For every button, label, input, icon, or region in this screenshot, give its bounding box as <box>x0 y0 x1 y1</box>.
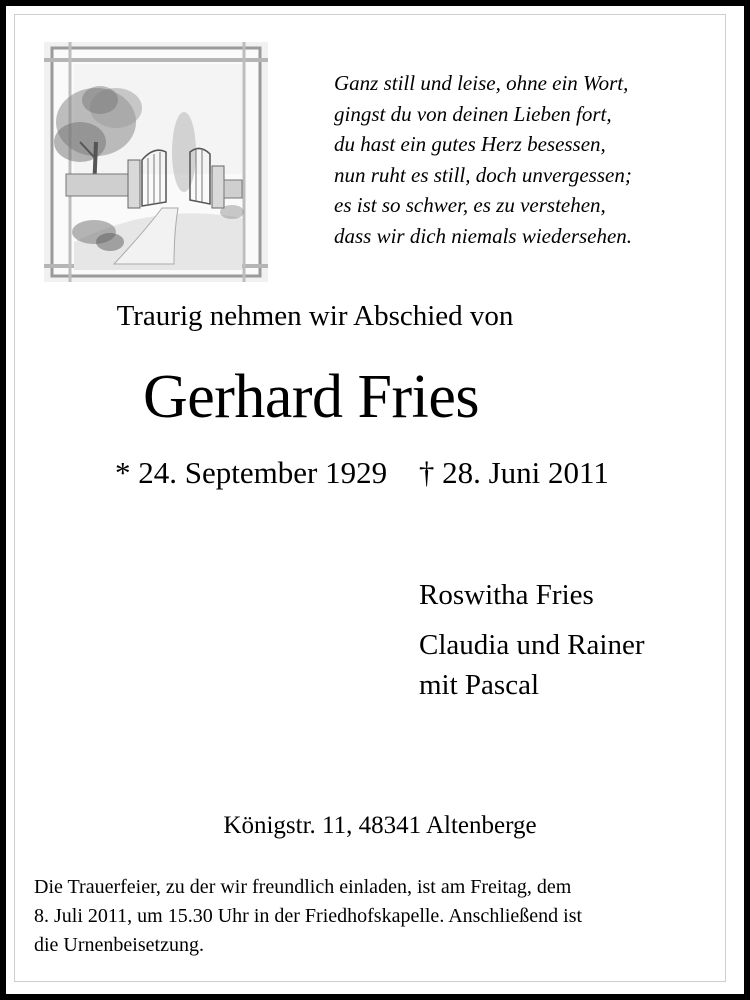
intro-text: Traurig nehmen wir Abschied von <box>116 300 514 332</box>
mourner-line: Roswitha Fries <box>419 579 594 611</box>
funeral-notice <box>34 873 724 960</box>
intro-line <box>0 300 740 333</box>
family-address: Königstr. 11, 48341 Altenberge <box>223 812 537 839</box>
birth-date: * 24. September 1929 <box>115 455 388 490</box>
poem-line: du hast ein gutes Herz besessen, <box>334 132 606 156</box>
mourner-line: mit Pascal <box>419 669 540 701</box>
life-dates <box>115 455 609 491</box>
poem-line: dass wir dich niemals wiedersehen. <box>334 223 633 248</box>
poem <box>334 68 724 251</box>
funeral-line: Die Trauerfeier, zu der wir freundlich einladen, ist am Freitag, dem <box>34 876 572 898</box>
poem-line: es ist so schwer, es zu verstehen, <box>334 193 606 217</box>
garden-gate-sketch <box>44 42 268 282</box>
deceased-name <box>0 362 740 433</box>
funeral-line: die Urnenbeisetzung. <box>34 934 204 956</box>
funeral-line: 8. Juli 2011, um 15.30 Uhr in der Friedhofskapelle. Anschließend ist <box>34 905 583 927</box>
mourner-line: Claudia und Rainer <box>419 629 645 661</box>
mourners <box>419 575 645 705</box>
deceased-name-text: Gerhard Fries <box>142 363 480 431</box>
poem-line: nun ruht es still, doch unvergessen; <box>334 162 632 187</box>
death-date: † 28. Juni 2011 <box>418 455 609 490</box>
poem-line: Ganz still und leise, ohne ein Wort, <box>334 71 629 95</box>
poem-line: gingst du von deinen Lieben fort, <box>334 101 612 126</box>
